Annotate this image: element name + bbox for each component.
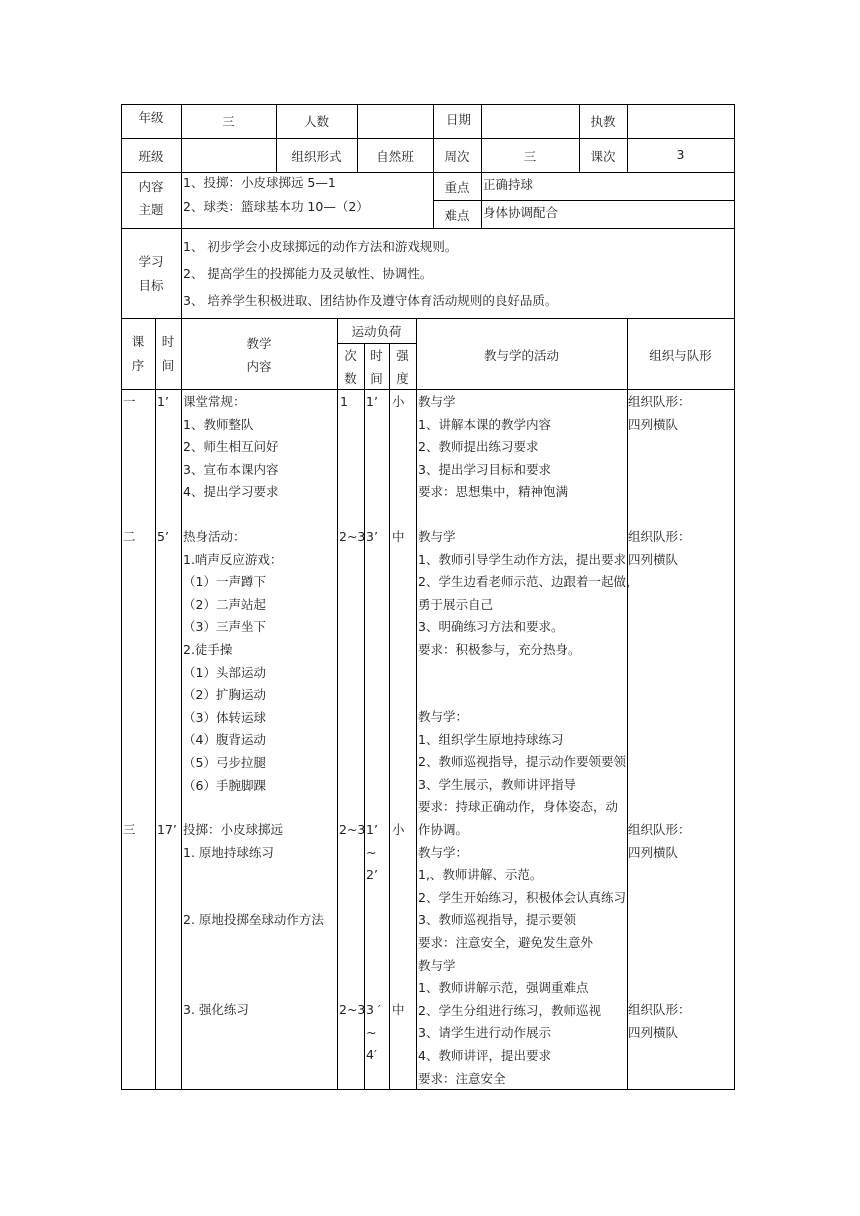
table-border [481, 104, 482, 228]
goal-item: 2、 提高学生的投掷能力及灵敏性、协调性。 [183, 266, 433, 281]
section-time: 5’ [157, 529, 169, 544]
topic-line-1: 1、投掷：小皮球掷远 5—1 [183, 175, 336, 190]
section-reps: 2~3 [339, 822, 366, 837]
table-border [181, 318, 182, 1090]
col-seq-header: 课 序 [131, 334, 145, 373]
col-time-header: 时 间 [161, 334, 175, 373]
grade-label: 年级 [138, 110, 164, 125]
topic-label: 内容 主题 [138, 179, 164, 217]
table-border [337, 318, 338, 1090]
section-formation: 组织队形： 四列横队 [628, 822, 691, 860]
section-seq: 二 [123, 529, 136, 544]
section-activity: 教与学： 1、组织学生原地持球练习 2、教师巡视指导，提示动作要领要领 3、学生展示，教师讲评指导 要求：持球正确动作，身体姿态，动 作协调。 教与学： 1,、教师讲解、示范。 2、学生开始练习，积极体会认真练习 3、教师巡视指导，提示要领 要求：注意安全，避免发生意外 教与学 1、教师讲解示范，强调重难点 2、学生分组进行练习，教师巡视 3、请学生进行动作展示 4、教师讲评，提出要求 要求：注意安全 [418, 709, 626, 1086]
teacher-label: 执教 [590, 114, 616, 129]
col-formation-header: 组织与队形 [649, 348, 712, 363]
table-border [155, 318, 156, 1090]
section-formation: 组织队形： 四列横队 [628, 394, 691, 432]
table-border [121, 104, 735, 105]
table-border [364, 343, 365, 1090]
table-border [181, 228, 182, 318]
section-duration: 3 ′ ~ 4′ [366, 1002, 381, 1063]
org-label: 组织形式 [291, 149, 342, 164]
section-formation: 组织队形： 四列横队 [628, 529, 691, 567]
table-border [416, 318, 417, 1090]
goal-item: 3、 培养学生积极进取、团结协作及遵守体育活动规则的良好品质。 [183, 293, 558, 308]
col-content-header: 教学 内容 [246, 336, 272, 374]
section-time: 17’ [157, 822, 177, 837]
col-activity-header: 教与学的活动 [483, 348, 559, 363]
section-content-item: 3. 强化练习 [183, 1002, 249, 1017]
date-label: 日期 [446, 112, 472, 127]
table-border [337, 343, 416, 344]
col-intensity-header: 强 度 [396, 348, 409, 386]
section-intensity: 中 [392, 529, 405, 544]
section-seq: 一 [123, 394, 136, 409]
goals-list [183, 233, 557, 314]
section-duration: 1’ [366, 394, 378, 409]
table-border [433, 200, 735, 201]
count-label: 人数 [303, 114, 329, 129]
section-seq: 三 [123, 822, 136, 837]
section-reps: 2~3 [339, 1002, 366, 1017]
section-intensity: 小 [392, 394, 405, 409]
key-point-value: 正确持球 [483, 177, 534, 192]
key-point-label: 重点 [444, 180, 470, 195]
difficulty-label: 难点 [444, 208, 470, 223]
section-activity: 教与学 1、教师引导学生动作方法，提出要求 2、学生边看老师示范、边跟着一起做， 勇于展示自己 3、明确练习方法和要求。 要求：积极参与，充分热身。 [418, 529, 639, 657]
section-intensity: 小 [392, 822, 405, 837]
week-label: 周次 [444, 149, 470, 164]
section-reps: 1 [340, 394, 348, 409]
section-reps: 2~3 [339, 529, 366, 544]
col-duration-header: 时 间 [370, 348, 383, 386]
table-border [389, 343, 390, 1090]
goal-item: 1、 初步学会小皮球掷远的动作方法和游戏规则。 [183, 239, 458, 254]
difficulty-value: 身体协调配合 [483, 205, 559, 220]
col-reps-header: 次 数 [344, 348, 357, 386]
lesson-label: 课次 [590, 149, 616, 164]
section-content-item: 2. 原地投掷垒球动作方法 [183, 912, 324, 927]
lesson-value: 3 [676, 147, 685, 162]
section-formation: 组织队形： 四列横队 [628, 1002, 691, 1040]
table-border [121, 389, 735, 390]
grade-value: 三 [222, 114, 235, 129]
goals-label: 学习 目标 [138, 254, 164, 293]
week-value: 三 [523, 149, 537, 164]
org-value: 自然班 [376, 149, 414, 164]
section-duration: 3’ [366, 529, 378, 544]
section-content-title: 投掷：小皮球掷远 [183, 822, 284, 837]
section-activity: 教与学 1、讲解本课的教学内容 2、教师提出练习要求 3、提出学习目标和要求 要求：思想集中，精神饱满 [418, 394, 569, 500]
section-content-item: 1. 原地持球练习 [183, 845, 274, 860]
table-border [121, 138, 735, 139]
table-border [121, 318, 735, 319]
table-border [734, 104, 735, 1090]
section-time: 1’ [157, 394, 169, 409]
section-content: 热身活动： 1.哨声反应游戏： （1）一声蹲下 （2）二声站起 （3）三声坐下 2.徒手操 （1）头部运动 （2）扩胸运动 （3）体转运球 （4）腹背运动 （5）弓步拉腿 （6）手腕脚踝 [183, 529, 283, 793]
section-intensity: 中 [392, 1002, 405, 1017]
col-load-header: 运动负荷 [351, 324, 402, 339]
section-duration: 1’ ~ 2’ [366, 822, 378, 883]
topic-line-2: 2、球类：篮球基本功 10—（2） [183, 199, 369, 214]
section-content: 课堂常规： 1、教师整队 2、师生相互问好 3、宣布本课内容 4、提出学习要求 [183, 394, 279, 500]
class-label: 班级 [138, 149, 164, 164]
table-border [121, 228, 735, 229]
